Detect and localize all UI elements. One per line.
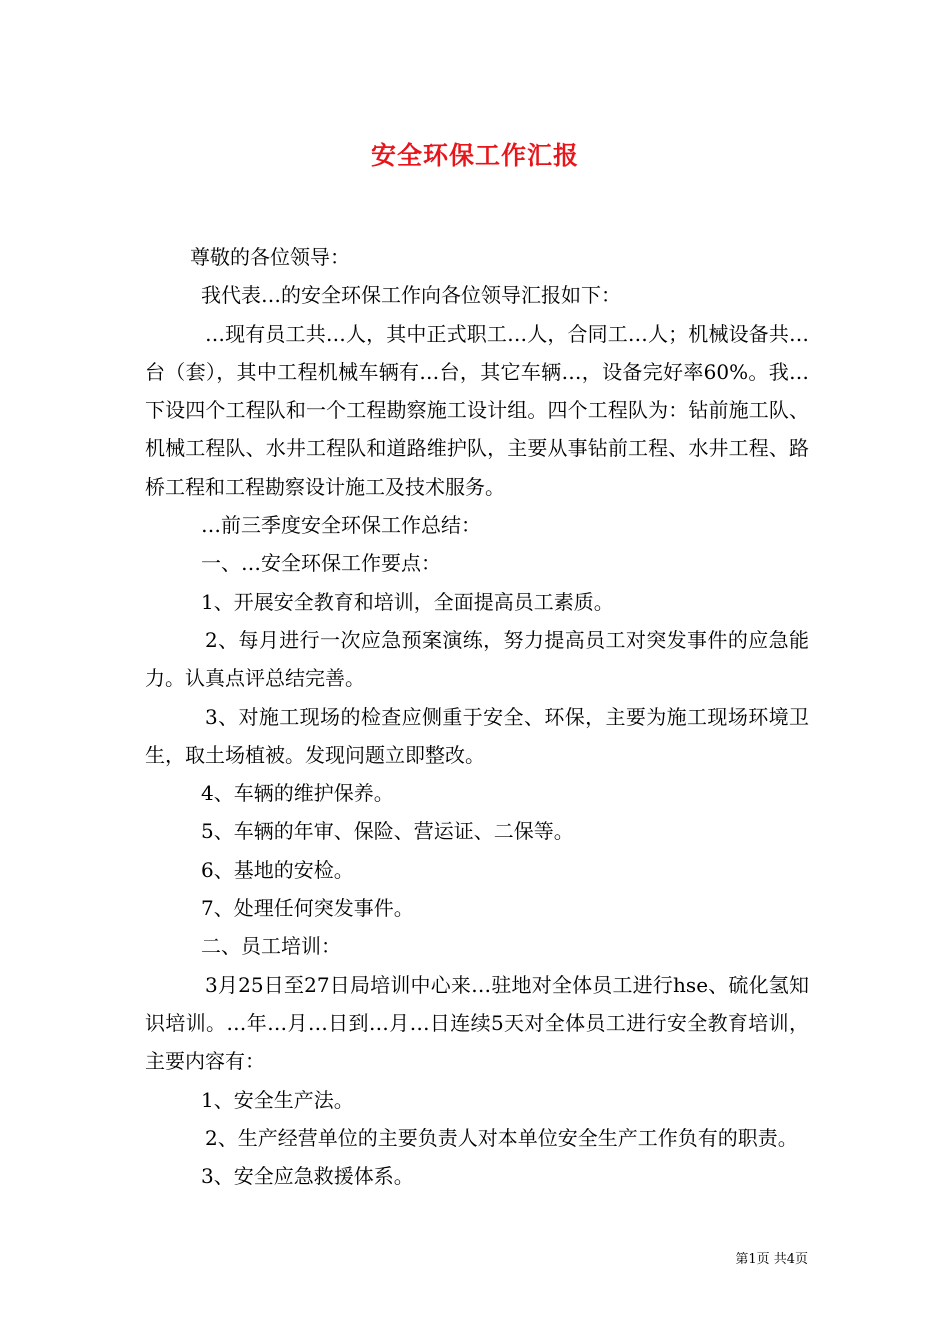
paragraph-training: 3月25日至27日局培训中心来…驻地对全体员工进行hse、硫化氢知识培训。…年…月…日到…月…日连续5天对全体员工进行安全教育培训，主要内容有：: [145, 972, 809, 1074]
paragraph-overview: …现有员工共…人，其中正式职工…人，合同工…人；机械设备共…台（套），其中工程机械车辆有…台，其它车辆…，设备完好率60%。我…下设四个工程队和一个工程勘察施工设计组。四个工程队为：钻前施工队、机械工程队、水井工程队和道路维护队，主要从事钻前工程、水井工程、路桥工程和工程勘察设计施工及技术服务。: [145, 321, 809, 499]
list-item-6: 6、基地的安检。: [201, 857, 354, 882]
list-item-3: 3、对施工现场的检查应侧重于安全、环保，主要为施工现场环境卫生，取土场植被。发现问题立即整改。: [145, 704, 809, 767]
list-item-2: 2、每月进行一次应急预案演练，努力提高员工对突发事件的应急能力。认真点评总结完善。: [145, 627, 809, 691]
list-item-7: 7、处理任何突发事件。: [201, 896, 414, 921]
greeting: 尊敬的各位领导：: [190, 245, 350, 269]
training-item-2: 2、生产经营单位的主要负责人对本单位安全生产工作负有的职责。: [205, 1125, 798, 1150]
training-item-3: 3、安全应急救援体系。: [201, 1164, 414, 1189]
list-item-1: 1、开展安全教育和培训，全面提高员工素质。: [201, 589, 614, 614]
section-heading-training: 二、员工培训：: [201, 934, 341, 959]
document-body: [145, 238, 809, 1195]
paragraph-summary-heading: …前三季度安全环保工作总结：: [201, 513, 481, 538]
list-item-4: 4、车辆的维护保养。: [201, 781, 394, 806]
training-item-1: 1、安全生产法。: [201, 1087, 354, 1112]
section-heading-key-points: 一、…安全环保工作要点：: [201, 551, 441, 576]
page-number: 第1页 共4页: [735, 1252, 808, 1267]
paragraph-intro: 我代表…的安全环保工作向各位领导汇报如下：: [201, 283, 621, 308]
document-title: 安全环保工作汇报: [370, 141, 579, 170]
list-item-5: 5、车辆的年审、保险、营运证、二保等。: [201, 819, 574, 844]
